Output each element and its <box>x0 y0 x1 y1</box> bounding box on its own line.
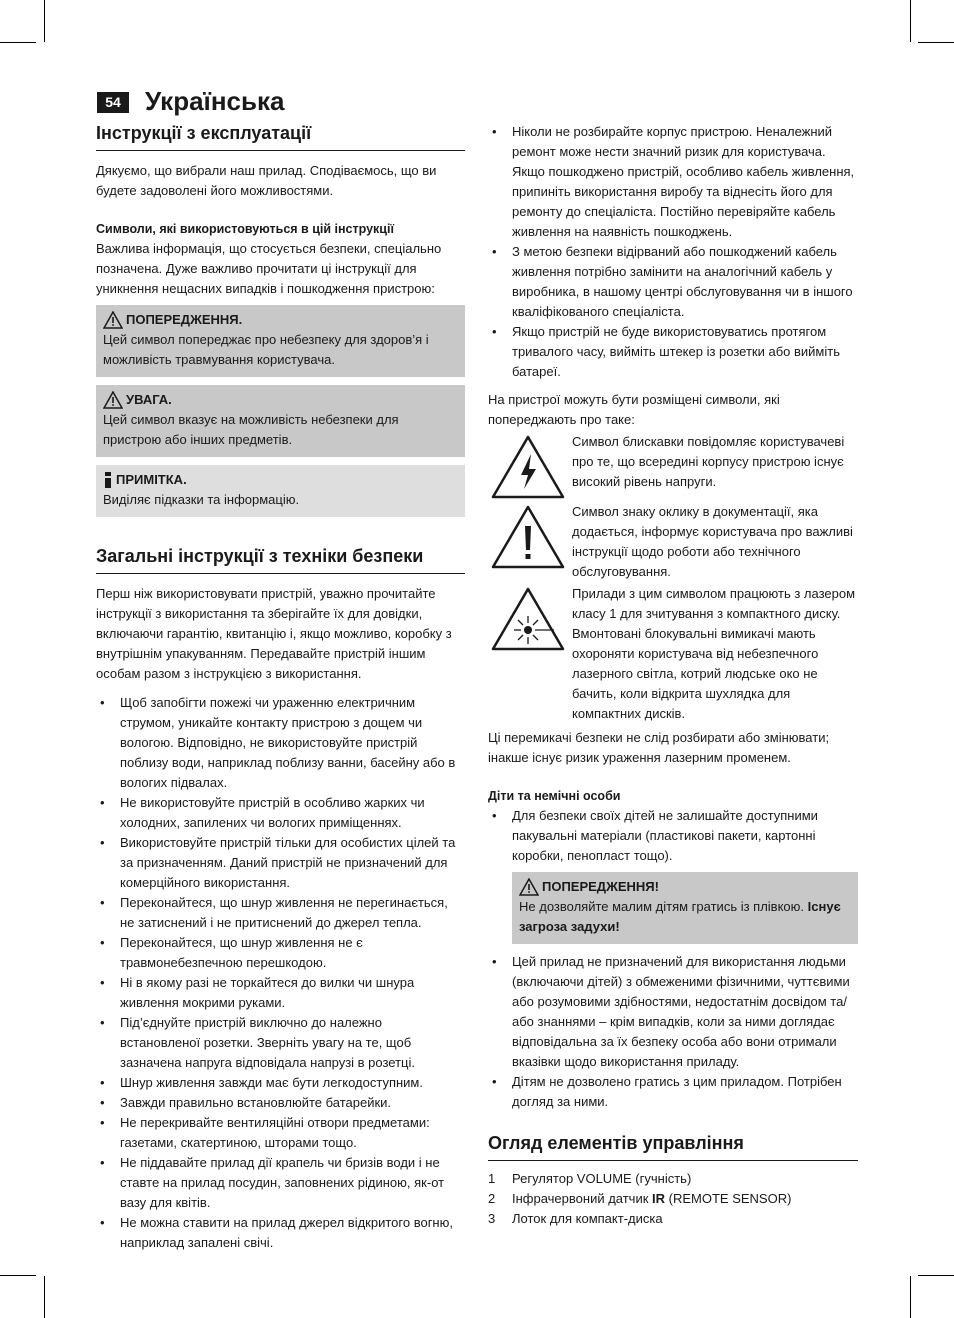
symbols-text: Важлива інформація, що стосується безпеки, спеціально позначена. Дуже важливо прочитати ці інструкції для уникнення нещасних випадків і пошкодження пристрою: <box>96 241 442 296</box>
intro-text: Дякуємо, що вибрали наш прилад. Сподіваємось, що ви будете задоволені його можливостями. <box>96 163 437 198</box>
section-heading-instructions: Інструкції з експлуатації <box>96 122 465 151</box>
page-title: Українська <box>145 86 285 116</box>
crop-mark <box>918 42 954 43</box>
crop-mark <box>918 1275 954 1276</box>
section-heading-safety: Загальні інструкції з техніки безпеки <box>96 545 465 574</box>
laser-warning-icon <box>490 586 566 652</box>
list-item: • Шнур живлення завжди має бути легкодоступним. <box>96 1073 465 1093</box>
list-item: • Щоб запобігти пожежі чи ураженню електричним струмом, уникайте контакту пристрою з дощем чи вологою. Відповідно, не використовуйте пристрій поблизу води, наприклад поблизу ванни, басейну або в вологих підвалах. <box>96 693 465 793</box>
symbol-text-exclamation: Символ знаку оклику в документації, яка додається, інформує користувача про важливі інструкції щодо роботи або технічного обслуговування. <box>572 504 853 579</box>
symbols-heading: Символи, які використовуються в цій інструкції <box>96 222 394 236</box>
caution-text: Цей символ вказує на можливість небезпеки для пристрою або інших предметів. <box>103 412 399 447</box>
list-item: 2 Інфрачервоний датчик IR (REMOTE SENSOR) <box>488 1191 792 1206</box>
children-list-continued <box>488 952 858 1112</box>
list-item: • Не використовуйте пристрій в особливо жарких чи холодних, запилених чи вологих приміщеннях. <box>96 793 465 833</box>
list-item: • З метою безпеки відірваний або пошкоджений кабель живлення потрібно замінити на аналогічний кабель у виробника, в нашому центрі обслуговування чи в іншого кваліфікованого спеціаліста. <box>488 242 858 322</box>
right-column <box>488 122 858 1229</box>
symbol-row-exclamation <box>488 502 858 582</box>
list-item: • Під’єднуйте пристрій виключно до належно встановленої розетки. Зверніть увагу на те, щоб зазначена напруга відповідала напрузі в розетці. <box>96 1013 465 1073</box>
crop-mark <box>910 0 911 42</box>
crop-mark <box>0 1275 36 1276</box>
symbol-row-laser <box>488 584 858 724</box>
safety-intro: Перш ніж використовувати пристрій, уважно прочитайте інструкції з використання та зберігайте їх для довідки, включаючи гарантію, квитанцію і, якщо можливо, коробку з внутрішнім упакуванням. Передавайте пристрій іншим особам разом з інструкцією з використання. <box>96 586 452 681</box>
list-item: • Завжди правильно встановлюйте батарейки. <box>96 1093 465 1113</box>
warning-box <box>96 305 465 377</box>
crop-mark <box>910 1276 911 1318</box>
list-item: • Дітям не дозволено гратись з цим приладом. Потрібен догляд за ними. <box>488 1072 858 1112</box>
warning-text: Цей символ попереджає про небезпеку для здоров’я і можливість травмування користувача. <box>103 332 429 367</box>
list-item: • Ніколи не розбирайте корпус пристрою. Неналежний ремонт може нести значний ризик для користувача. Якщо пошкоджено пристрій, особливо кабель живлення, припиніть використання виробу та віднесіть його для ремонту до спеціаліста. Постійно перевіряйте кабель живлення на наявність пошкоджень. <box>488 122 858 242</box>
crop-mark <box>44 1276 45 1318</box>
children-warning-title: ПОПЕРЕДЖЕННЯ! <box>542 879 659 894</box>
list-item: 1 Регулятор VOLUME (гучність) <box>488 1171 692 1186</box>
list-item: • Якщо пристрій не буде використовуватись протягом тривалого часу, вийміть штекер із розетки або вийміть батареї. <box>488 322 858 382</box>
warning-triangle-icon <box>103 391 123 409</box>
list-item: • Переконайтеся, що шнур живлення не є травмонебезпечною перешкодою. <box>96 933 465 973</box>
laser-note: Ці перемикачі безпеки не слід розбирати або змінювати; інакше існує ризик ураження лазерним променем. <box>488 730 830 765</box>
note-title: ПРИМІТКА. <box>116 472 187 487</box>
caution-box <box>96 385 465 457</box>
page-number: 54 <box>97 92 129 113</box>
crop-mark <box>44 0 45 42</box>
list-item: 3 Лоток для компакт-диска <box>488 1211 663 1226</box>
safety-list <box>96 693 465 1253</box>
children-list <box>488 806 858 866</box>
caution-title: УВАГА. <box>126 392 172 407</box>
symbol-text-lightning: Символ блискавки повідомляє користувачеві про те, що всередині корпусу пристрою існує високий рівень напруги. <box>572 434 845 489</box>
list-item: • Використовуйте пристрій тільки для особистих цілей та за призначенням. Даний пристрій не призначений для комерційного використання. <box>96 833 465 893</box>
warning-triangle-icon <box>103 311 123 329</box>
list-item: • Не можна ставити на прилад джерел відкритого вогню, наприклад запалені свічі. <box>96 1213 465 1253</box>
symbol-text-laser: Прилади з цим символом працюють з лазером класу 1 для зчитування з компактного диску. Вмонтовані блокувальні вимикачі мають охороняти користувача від небезпечного лазерного світла, котрий людське око не бачить, коли відкрита шухлядка для компактних дисків. <box>572 586 856 721</box>
crop-mark <box>0 42 36 43</box>
list-item: • Для безпеки своїх дітей не залишайте доступними пакувальні матеріали (пластикові пакети, картонні коробки, пенопласт тощо). <box>488 806 858 866</box>
list-item: • Не піддавайте прилад дії крапель чи бризів води і не ставте на прилад посудин, заповнених рідиною, як-от вазу для квітів. <box>96 1153 465 1213</box>
note-text: Виділяє підказки та інформацію. <box>103 492 300 507</box>
warning-title: ПОПЕРЕДЖЕННЯ. <box>126 312 243 327</box>
list-item: • Ні в якому разі не торкайтеся до вилки чи шнура живлення мокрими руками. <box>96 973 465 1013</box>
warning-triangle-icon <box>519 878 539 896</box>
controls-list <box>488 1169 858 1229</box>
children-warning-emphasis: Існує загроза задухи! <box>519 899 841 934</box>
list-item: • Переконайтеся, що шнур живлення не перегинається, не затиснений і не притиснений до джерел тепла. <box>96 893 465 933</box>
lightning-warning-icon <box>490 434 566 500</box>
list-item: • Цей прилад не призначений для використання людьми (включаючи дітей) з обмеженими фізичними, чуттєвими або розумовими здібностями, недостатнім досвідом та/або знаннями – крім випадків, коли за ними доглядає відповідальна за їх безпеку особа або вони отримали вказівки щодо використання приладу. <box>488 952 858 1072</box>
safety-list-continued <box>488 122 858 382</box>
info-icon <box>103 471 113 489</box>
note-box <box>96 465 465 517</box>
children-heading: Діти та немічні особи <box>488 789 621 803</box>
symbol-row-lightning <box>488 432 858 500</box>
children-warning-box <box>512 872 858 944</box>
device-symbols-intro: На пристрої можуть бути розміщені символи, які попереджають про таке: <box>488 392 780 427</box>
exclamation-warning-icon <box>490 504 566 570</box>
left-column <box>96 122 465 1253</box>
list-item: • Не перекривайте вентиляційні отвори предметами: газетами, скатертиною, шторами тощо. <box>96 1113 465 1153</box>
children-warning-text: Не дозволяйте малим дітям гратись із плівкою. Існує загроза задухи! <box>519 899 841 934</box>
section-heading-controls: Огляд елементів управління <box>488 1132 858 1161</box>
